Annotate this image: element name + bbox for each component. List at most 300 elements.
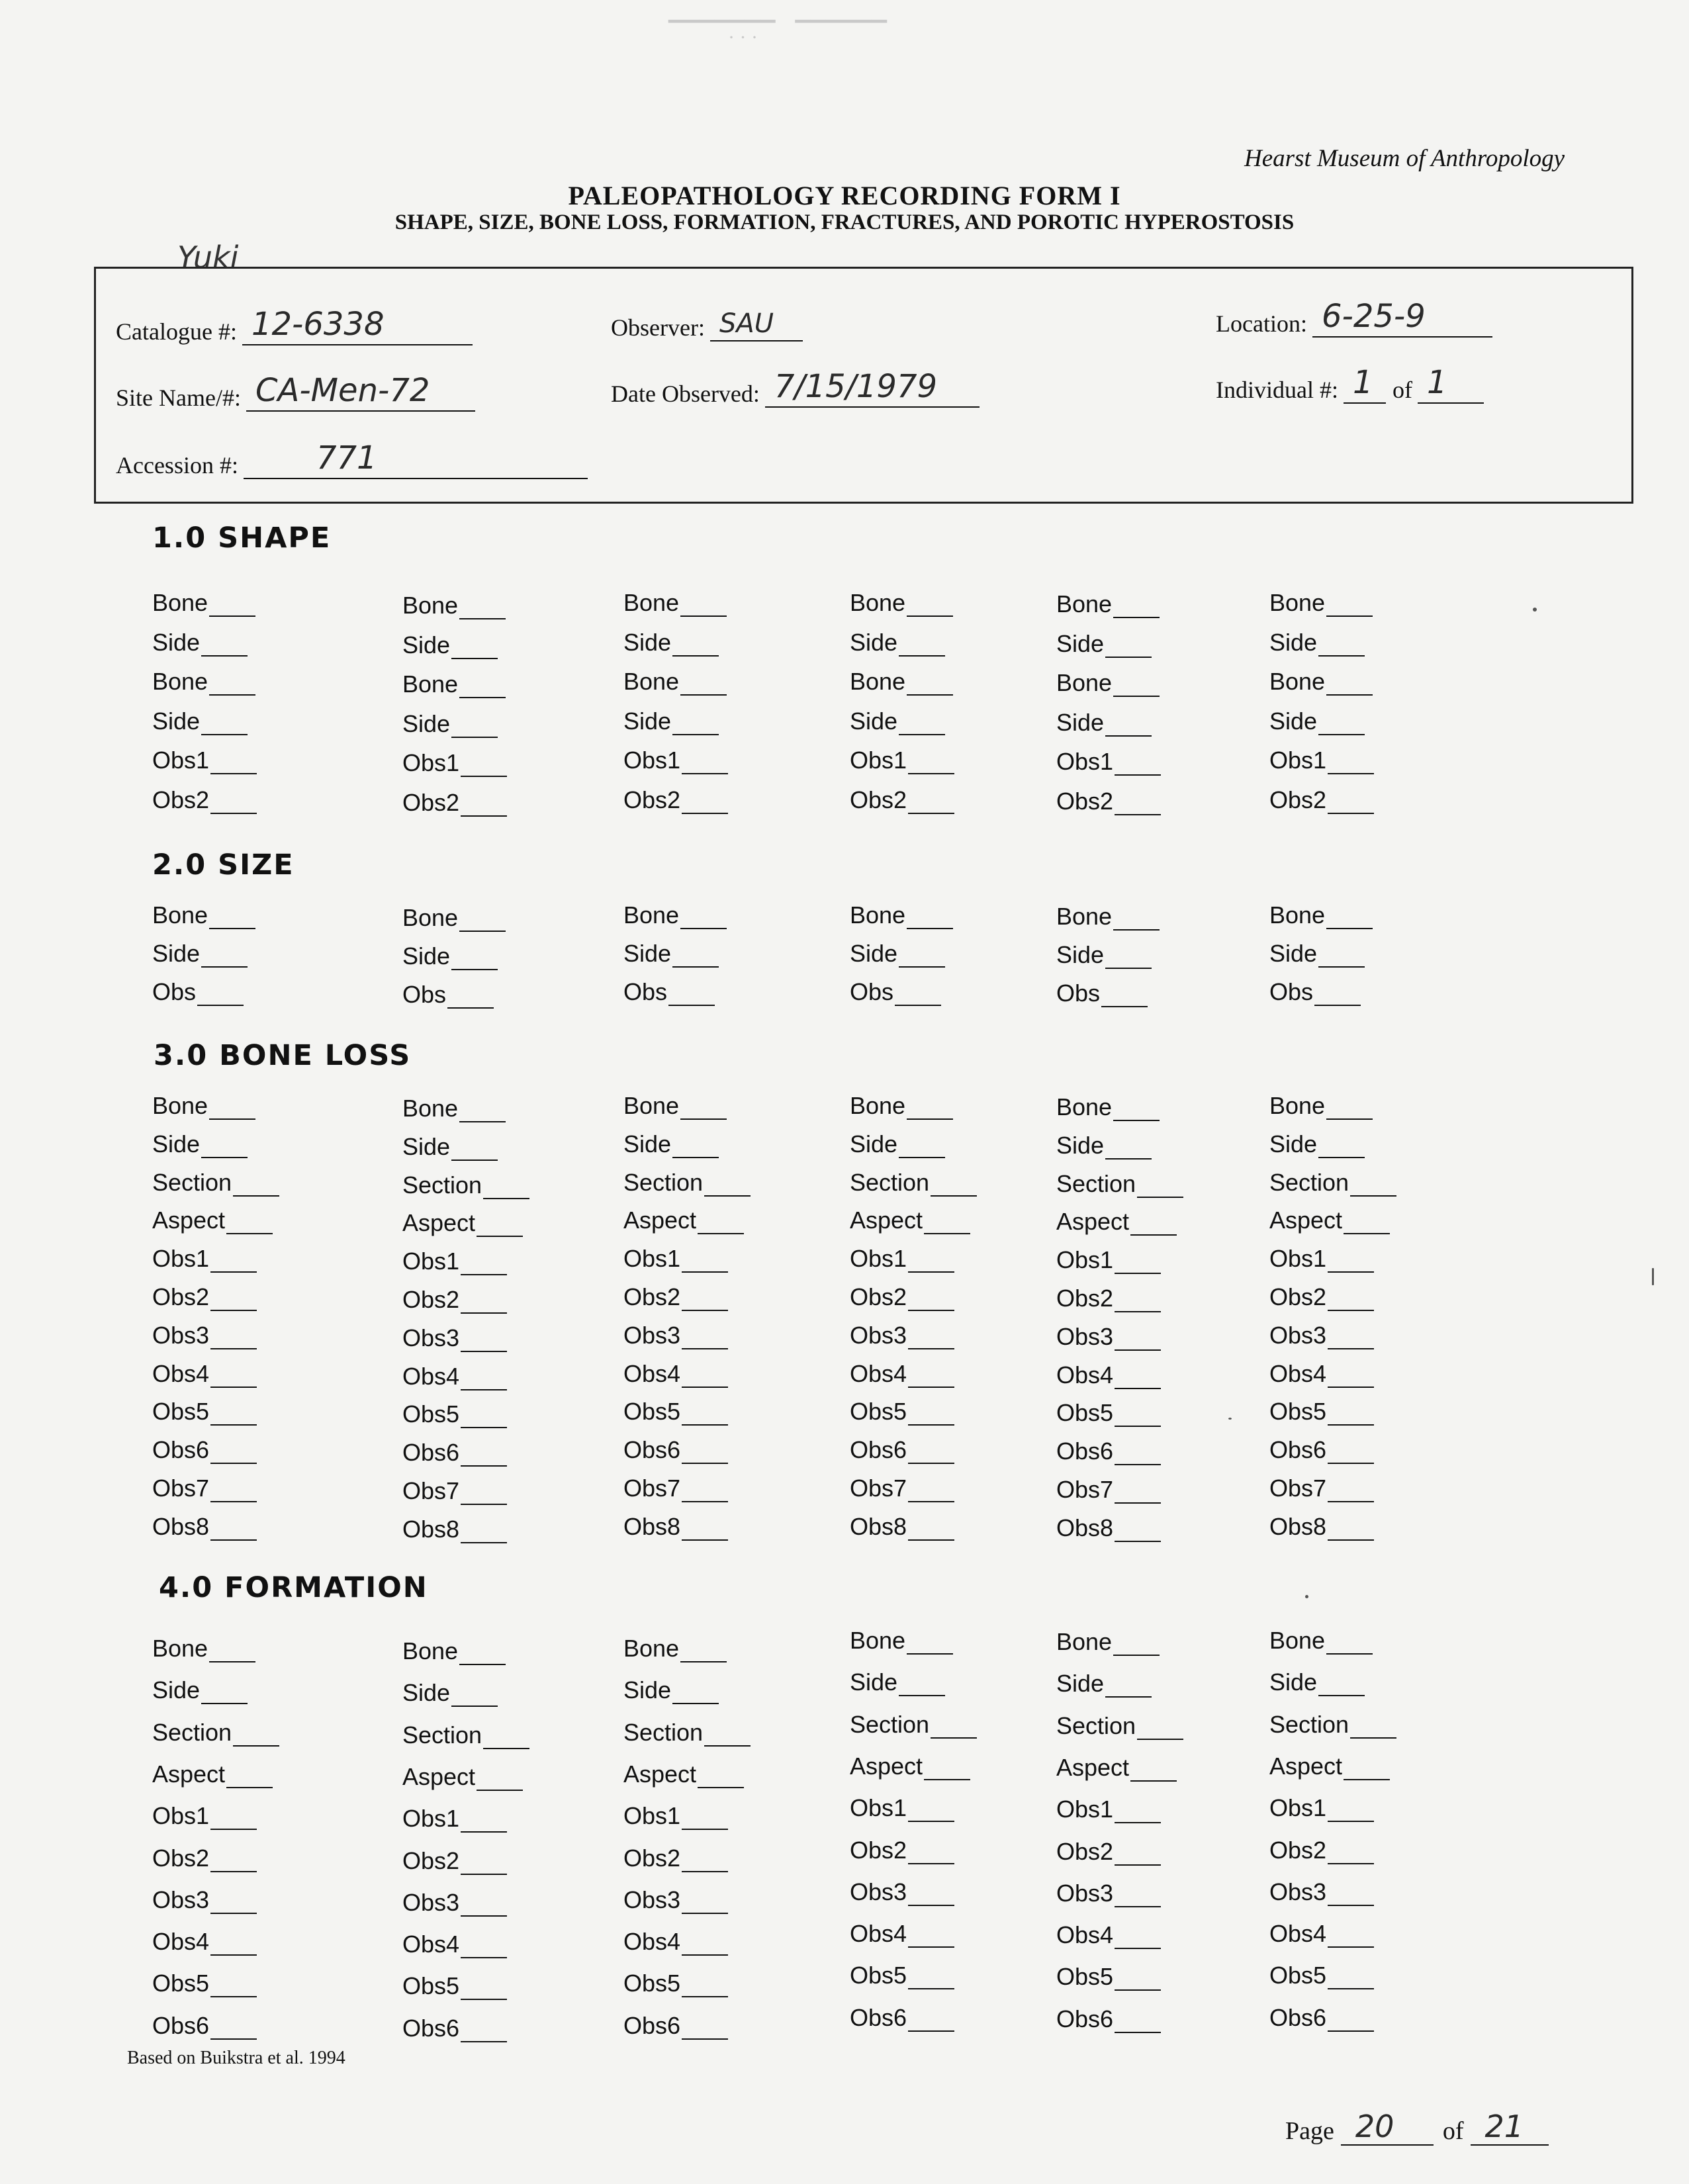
- field-blank[interactable]: [1115, 1484, 1161, 1504]
- field-blank[interactable]: [899, 715, 945, 735]
- field-blank[interactable]: [461, 1371, 507, 1390]
- page-input[interactable]: [1341, 2109, 1434, 2146]
- field-blank[interactable]: [459, 1645, 506, 1665]
- bone-loss-field-obs5: [1269, 1398, 1374, 1426]
- field-blank[interactable]: [477, 1771, 523, 1791]
- field-blank[interactable]: [233, 1177, 279, 1197]
- field-label: Obs3: [623, 1321, 681, 1349]
- field-blank[interactable]: [201, 715, 248, 735]
- field-blank[interactable]: [459, 912, 506, 932]
- field-blank[interactable]: [908, 1844, 954, 1864]
- field-blank[interactable]: [908, 1802, 954, 1822]
- field-label: Obs4: [850, 1920, 907, 1948]
- field-blank[interactable]: [201, 1684, 248, 1704]
- catalogue-value: 12-6338: [251, 306, 385, 343]
- field-blank[interactable]: [1113, 1636, 1160, 1656]
- field-blank[interactable]: [1328, 1291, 1374, 1311]
- field-blank[interactable]: [908, 1886, 954, 1906]
- bone-loss-field-side: [402, 1133, 498, 1161]
- field-blank[interactable]: [908, 1406, 954, 1426]
- field-blank[interactable]: [1115, 1369, 1161, 1389]
- field-label: Obs1: [623, 1245, 681, 1273]
- field-blank[interactable]: [682, 1368, 728, 1388]
- field-label: Aspect: [850, 1752, 923, 1780]
- field-blank[interactable]: [682, 1330, 728, 1349]
- field-blank[interactable]: [899, 1676, 945, 1696]
- field-label: Side: [152, 628, 201, 656]
- field-blank[interactable]: [682, 2020, 728, 2040]
- field-label: Side: [850, 1130, 898, 1158]
- individual-input[interactable]: [1344, 364, 1386, 404]
- field-blank[interactable]: [680, 1100, 727, 1120]
- field-blank[interactable]: [1113, 911, 1160, 931]
- field-blank[interactable]: [908, 1444, 954, 1464]
- section-title-formation: 4.0 FORMATION: [159, 1571, 428, 1604]
- field-blank[interactable]: [907, 1635, 953, 1655]
- field-label: Obs1: [1056, 748, 1114, 775]
- formation-field-obs5: [152, 1970, 257, 1997]
- field-blank[interactable]: [459, 600, 506, 619]
- field-blank[interactable]: [1350, 1177, 1396, 1197]
- field-blank[interactable]: [209, 676, 255, 696]
- field-label: Bone: [850, 668, 906, 695]
- field-label: Obs1: [152, 747, 210, 774]
- field-label: Obs4: [152, 1359, 210, 1387]
- formation-field-bone: [850, 1627, 953, 1655]
- field-blank[interactable]: [461, 1447, 507, 1467]
- field-blank[interactable]: [1115, 1407, 1161, 1427]
- field-blank[interactable]: [459, 678, 506, 698]
- field-blank[interactable]: [1350, 1719, 1396, 1739]
- field-label: Obs7: [152, 1475, 210, 1502]
- field-label: Side: [1056, 629, 1105, 657]
- field-blank[interactable]: [895, 986, 941, 1006]
- formation-field-obs2: [1269, 1837, 1374, 1864]
- shape-field-side: [152, 629, 248, 657]
- field-label: Bone: [623, 901, 680, 929]
- field-blank[interactable]: [908, 1330, 954, 1349]
- field-blank[interactable]: [210, 1936, 257, 1956]
- field-blank[interactable]: [908, 1368, 954, 1388]
- field-label: Bone: [1269, 1092, 1326, 1119]
- field-blank[interactable]: [682, 1291, 728, 1311]
- field-blank[interactable]: [483, 1729, 529, 1749]
- field-blank[interactable]: [1115, 1888, 1161, 1907]
- field-blank[interactable]: [210, 1852, 257, 1872]
- field-blank[interactable]: [226, 1768, 273, 1788]
- date-observed-value: 7/15/1979: [774, 368, 938, 405]
- formation-field-obs2: [850, 1837, 954, 1864]
- date-observed-input[interactable]: [765, 368, 980, 408]
- bone-loss-field-section: [1269, 1169, 1396, 1197]
- field-blank[interactable]: [908, 2012, 954, 2032]
- field-blank[interactable]: [201, 948, 248, 968]
- formation-field-obs3: [152, 1886, 257, 1914]
- bleed-through: · · ·: [728, 26, 758, 48]
- field-blank[interactable]: [483, 1179, 529, 1199]
- field-blank[interactable]: [1328, 754, 1374, 774]
- field-blank[interactable]: [1344, 1214, 1390, 1234]
- field-blank[interactable]: [210, 1368, 257, 1388]
- field-blank[interactable]: [461, 2023, 507, 2042]
- field-blank[interactable]: [907, 909, 953, 929]
- field-blank[interactable]: [1318, 715, 1365, 735]
- bone-loss-field-obs1: [402, 1248, 507, 1275]
- field-label: Side: [1269, 707, 1318, 735]
- bone-loss-field-obs2: [402, 1286, 507, 1314]
- scan-speck: [1228, 1418, 1232, 1420]
- field-blank[interactable]: [1326, 909, 1373, 929]
- field-blank[interactable]: [908, 1521, 954, 1541]
- field-label: Obs7: [402, 1477, 460, 1504]
- field-blank[interactable]: [1318, 1676, 1365, 1696]
- field-blank[interactable]: [682, 794, 728, 814]
- field-blank[interactable]: [1105, 717, 1152, 737]
- field-label: Obs1: [623, 747, 681, 774]
- field-blank[interactable]: [1137, 1720, 1183, 1740]
- field-blank[interactable]: [1115, 1522, 1161, 1542]
- shape-field-side: [1056, 709, 1152, 737]
- field-blank[interactable]: [461, 1938, 507, 1958]
- field-blank[interactable]: [668, 986, 715, 1006]
- field-blank[interactable]: [209, 597, 255, 617]
- date-observed-label: Date Observed:: [611, 381, 760, 407]
- field-blank[interactable]: [1115, 1254, 1161, 1274]
- individual-total-input[interactable]: [1418, 364, 1484, 404]
- shape-field-obs1: [402, 749, 507, 777]
- field-blank[interactable]: [1326, 1635, 1373, 1655]
- field-blank[interactable]: [924, 1760, 970, 1780]
- field-label: Bone: [152, 901, 208, 929]
- field-blank[interactable]: [1328, 1330, 1374, 1349]
- field-blank[interactable]: [680, 909, 727, 929]
- field-blank[interactable]: [1328, 2012, 1374, 2032]
- field-label: Bone: [623, 1092, 680, 1119]
- field-blank[interactable]: [210, 1330, 257, 1349]
- shape-field-obs2: [152, 786, 257, 814]
- formation-field-obs2: [402, 1847, 507, 1875]
- field-blank[interactable]: [209, 1643, 255, 1662]
- field-blank[interactable]: [1113, 1101, 1160, 1121]
- formation-field-section: [1056, 1712, 1183, 1740]
- field-blank[interactable]: [210, 1978, 257, 1997]
- field-blank[interactable]: [908, 1291, 954, 1311]
- field-blank[interactable]: [210, 2020, 257, 2040]
- field-blank[interactable]: [1328, 1844, 1374, 1864]
- field-label: Obs2: [152, 1283, 210, 1310]
- field-label: Obs2: [1056, 1285, 1114, 1312]
- field-blank[interactable]: [908, 1482, 954, 1502]
- field-blank[interactable]: [1115, 1929, 1161, 1949]
- bone-loss-field-obs2: [1269, 1283, 1374, 1311]
- field-label: Obs6: [1056, 2005, 1114, 2032]
- field-label: Obs6: [623, 2011, 681, 2039]
- field-label: Obs6: [1056, 1437, 1114, 1465]
- field-blank[interactable]: [210, 1291, 257, 1311]
- field-blank[interactable]: [209, 1100, 255, 1120]
- field-blank[interactable]: [1328, 1886, 1374, 1906]
- field-blank[interactable]: [672, 1684, 719, 1704]
- field-blank[interactable]: [672, 637, 719, 657]
- field-label: Obs7: [1269, 1475, 1327, 1502]
- field-blank[interactable]: [210, 754, 257, 774]
- field-blank[interactable]: [682, 1482, 728, 1502]
- field-label: Obs3: [152, 1321, 210, 1349]
- field-blank[interactable]: [1328, 794, 1374, 814]
- field-blank[interactable]: [1328, 1928, 1374, 1948]
- field-blank[interactable]: [1115, 796, 1161, 815]
- field-blank[interactable]: [1130, 1762, 1177, 1782]
- field-blank[interactable]: [209, 909, 255, 929]
- bone-loss-field-obs5: [850, 1398, 954, 1426]
- shape-field-obs2: [1056, 788, 1161, 815]
- formation-field-obs5: [1269, 1962, 1374, 1989]
- field-label: Obs5: [623, 1398, 681, 1426]
- field-blank[interactable]: [201, 637, 248, 657]
- field-blank[interactable]: [1328, 1482, 1374, 1502]
- field-blank[interactable]: [477, 1217, 523, 1237]
- field-blank[interactable]: [461, 1980, 507, 2000]
- field-blank[interactable]: [226, 1214, 273, 1234]
- field-blank[interactable]: [1314, 986, 1361, 1006]
- bone-loss-field-section: [850, 1169, 977, 1197]
- bone-loss-field-obs5: [1056, 1399, 1161, 1427]
- field-blank[interactable]: [1328, 1970, 1374, 1989]
- size-field-obs: [1269, 978, 1361, 1006]
- catalogue-input[interactable]: [242, 306, 473, 345]
- field-blank[interactable]: [907, 597, 953, 617]
- field-blank[interactable]: [682, 1810, 728, 1830]
- formation-field-obs6: [850, 2004, 954, 2032]
- field-blank[interactable]: [680, 1643, 727, 1662]
- field-blank[interactable]: [698, 1768, 744, 1788]
- field-blank[interactable]: [1105, 949, 1152, 969]
- field-label: Obs5: [1269, 1398, 1327, 1426]
- field-blank[interactable]: [899, 637, 945, 657]
- field-blank[interactable]: [1115, 1331, 1161, 1351]
- field-blank[interactable]: [210, 1482, 257, 1502]
- field-blank[interactable]: [682, 1936, 728, 1956]
- page-total-input[interactable]: [1471, 2109, 1549, 2146]
- formation-field-obs6: [152, 2012, 257, 2040]
- field-blank[interactable]: [461, 1332, 507, 1352]
- field-label: Obs2: [402, 788, 460, 816]
- field-blank[interactable]: [461, 757, 507, 777]
- field-blank[interactable]: [924, 1214, 970, 1234]
- field-label: Bone: [152, 668, 208, 695]
- field-label: Obs4: [1056, 1921, 1114, 1949]
- size-field-bone: [402, 904, 506, 932]
- field-blank[interactable]: [908, 1253, 954, 1273]
- field-blank[interactable]: [210, 794, 257, 814]
- field-blank[interactable]: [682, 1444, 728, 1464]
- field-label: Side: [623, 1676, 672, 1704]
- field-blank[interactable]: [451, 718, 498, 738]
- field-blank[interactable]: [682, 1521, 728, 1541]
- museum-name: Hearst Museum of Anthropology: [1244, 145, 1565, 172]
- formation-field-obs4: [1056, 1921, 1161, 1949]
- field-blank[interactable]: [461, 1855, 507, 1875]
- shape-field-obs2: [402, 789, 507, 817]
- field-blank[interactable]: [451, 1141, 498, 1161]
- field-label: Obs6: [850, 2003, 907, 2031]
- field-blank[interactable]: [210, 1253, 257, 1273]
- location-field: [1216, 298, 1492, 338]
- field-blank[interactable]: [698, 1214, 744, 1234]
- field-blank[interactable]: [908, 794, 954, 814]
- bone-loss-field-obs8: [1269, 1513, 1374, 1541]
- field-blank[interactable]: [908, 1928, 954, 1948]
- field-blank[interactable]: [682, 1978, 728, 1997]
- field-blank[interactable]: [1328, 1406, 1374, 1426]
- field-blank[interactable]: [908, 754, 954, 774]
- field-blank[interactable]: [1105, 638, 1152, 658]
- field-blank[interactable]: [1130, 1216, 1177, 1236]
- field-blank[interactable]: [201, 1138, 248, 1158]
- field-label: Obs2: [152, 786, 210, 813]
- field-blank[interactable]: [451, 639, 498, 659]
- field-blank[interactable]: [1105, 1678, 1152, 1698]
- field-blank[interactable]: [447, 989, 494, 1009]
- field-blank[interactable]: [197, 986, 244, 1006]
- field-blank[interactable]: [461, 1255, 507, 1275]
- field-blank[interactable]: [907, 1100, 953, 1120]
- field-blank[interactable]: [899, 1138, 945, 1158]
- field-label: Section: [850, 1168, 930, 1196]
- size-field-side: [402, 942, 498, 970]
- field-blank[interactable]: [461, 1524, 507, 1543]
- field-blank[interactable]: [461, 1897, 507, 1917]
- field-label: Obs: [1056, 979, 1101, 1007]
- field-blank[interactable]: [1115, 1803, 1161, 1823]
- size-field-side: [850, 940, 945, 968]
- field-blank[interactable]: [451, 1687, 498, 1707]
- field-blank[interactable]: [672, 948, 719, 968]
- formation-field-obs3: [850, 1878, 954, 1906]
- field-blank[interactable]: [931, 1719, 977, 1739]
- catalogue-field: [116, 306, 473, 345]
- location-input[interactable]: [1312, 298, 1492, 338]
- field-blank[interactable]: [1115, 756, 1161, 776]
- field-blank[interactable]: [461, 1813, 507, 1833]
- field-blank[interactable]: [672, 715, 719, 735]
- field-blank[interactable]: [1115, 1846, 1161, 1866]
- field-label: Section: [623, 1168, 704, 1196]
- field-blank[interactable]: [1326, 1100, 1373, 1120]
- field-blank[interactable]: [682, 1852, 728, 1872]
- handwritten-name: Yuki: [177, 240, 239, 275]
- field-label: Side: [1056, 1670, 1105, 1698]
- bone-loss-field-bone: [850, 1092, 953, 1120]
- field-blank[interactable]: [704, 1727, 751, 1747]
- field-blank[interactable]: [461, 797, 507, 817]
- field-blank[interactable]: [210, 1406, 257, 1426]
- field-blank[interactable]: [210, 1444, 257, 1464]
- field-blank[interactable]: [1318, 1138, 1365, 1158]
- field-blank[interactable]: [672, 1138, 719, 1158]
- field-blank[interactable]: [1318, 637, 1365, 657]
- field-label: Aspect: [152, 1760, 226, 1788]
- location-label: Location:: [1216, 310, 1307, 337]
- field-blank[interactable]: [1113, 598, 1160, 618]
- field-blank[interactable]: [1344, 1760, 1390, 1780]
- field-blank[interactable]: [682, 754, 728, 774]
- field-blank[interactable]: [1328, 1802, 1374, 1822]
- bone-loss-field-aspect: [402, 1209, 523, 1237]
- field-blank[interactable]: [1115, 1293, 1161, 1312]
- field-label: Bone: [402, 1095, 459, 1122]
- field-blank[interactable]: [680, 597, 727, 617]
- formation-field-side: [850, 1668, 945, 1696]
- field-blank[interactable]: [1115, 2013, 1161, 2033]
- field-blank[interactable]: [704, 1177, 751, 1197]
- field-blank[interactable]: [210, 1521, 257, 1541]
- field-blank[interactable]: [1326, 597, 1373, 617]
- shape-field-side: [402, 631, 498, 659]
- field-blank[interactable]: [1101, 987, 1148, 1007]
- accession-label: Accession #:: [116, 452, 238, 478]
- field-blank[interactable]: [1137, 1178, 1183, 1198]
- observer-input[interactable]: [710, 308, 803, 341]
- bone-loss-field-bone: [623, 1092, 727, 1120]
- field-blank[interactable]: [1328, 1521, 1374, 1541]
- field-blank[interactable]: [931, 1177, 977, 1197]
- field-blank[interactable]: [459, 1103, 506, 1122]
- field-label: Obs5: [402, 1972, 460, 2000]
- field-blank[interactable]: [1326, 676, 1373, 696]
- field-blank[interactable]: [899, 948, 945, 968]
- shape-field-obs1: [850, 747, 954, 774]
- accession-input[interactable]: [244, 439, 588, 479]
- formation-field-bone: [1269, 1627, 1373, 1655]
- field-blank[interactable]: [210, 1894, 257, 1914]
- shape-field-bone: [623, 668, 727, 696]
- field-blank[interactable]: [210, 1810, 257, 1830]
- field-blank[interactable]: [233, 1727, 279, 1747]
- field-blank[interactable]: [461, 1294, 507, 1314]
- field-blank[interactable]: [680, 676, 727, 696]
- field-blank[interactable]: [1115, 1445, 1161, 1465]
- field-blank[interactable]: [1113, 677, 1160, 697]
- shape-field-side: [1056, 630, 1152, 658]
- field-blank[interactable]: [682, 1894, 728, 1914]
- field-label: Section: [1269, 1168, 1349, 1196]
- size-field-bone: [850, 901, 953, 929]
- field-blank[interactable]: [682, 1406, 728, 1426]
- field-blank[interactable]: [451, 950, 498, 970]
- field-blank[interactable]: [1105, 1140, 1152, 1160]
- field-blank[interactable]: [1328, 1253, 1374, 1273]
- field-blank[interactable]: [908, 1970, 954, 1989]
- bone-loss-field-obs4: [623, 1360, 728, 1388]
- field-blank[interactable]: [907, 676, 953, 696]
- field-blank[interactable]: [1318, 948, 1365, 968]
- field-blank[interactable]: [461, 1485, 507, 1505]
- field-blank[interactable]: [1328, 1368, 1374, 1388]
- field-label: Obs1: [850, 1794, 907, 1822]
- field-blank[interactable]: [1115, 1971, 1161, 1991]
- field-label: Obs3: [1269, 1321, 1327, 1349]
- field-blank[interactable]: [1328, 1444, 1374, 1464]
- page-value: 20: [1355, 2109, 1394, 2144]
- site-input[interactable]: [246, 372, 475, 412]
- field-blank[interactable]: [461, 1408, 507, 1428]
- bone-loss-field-obs5: [623, 1398, 728, 1426]
- field-label: Obs6: [1269, 2003, 1327, 2031]
- citation: Based on Buikstra et al. 1994: [127, 2048, 345, 2068]
- shape-field-side: [623, 629, 719, 657]
- field-blank[interactable]: [682, 1253, 728, 1273]
